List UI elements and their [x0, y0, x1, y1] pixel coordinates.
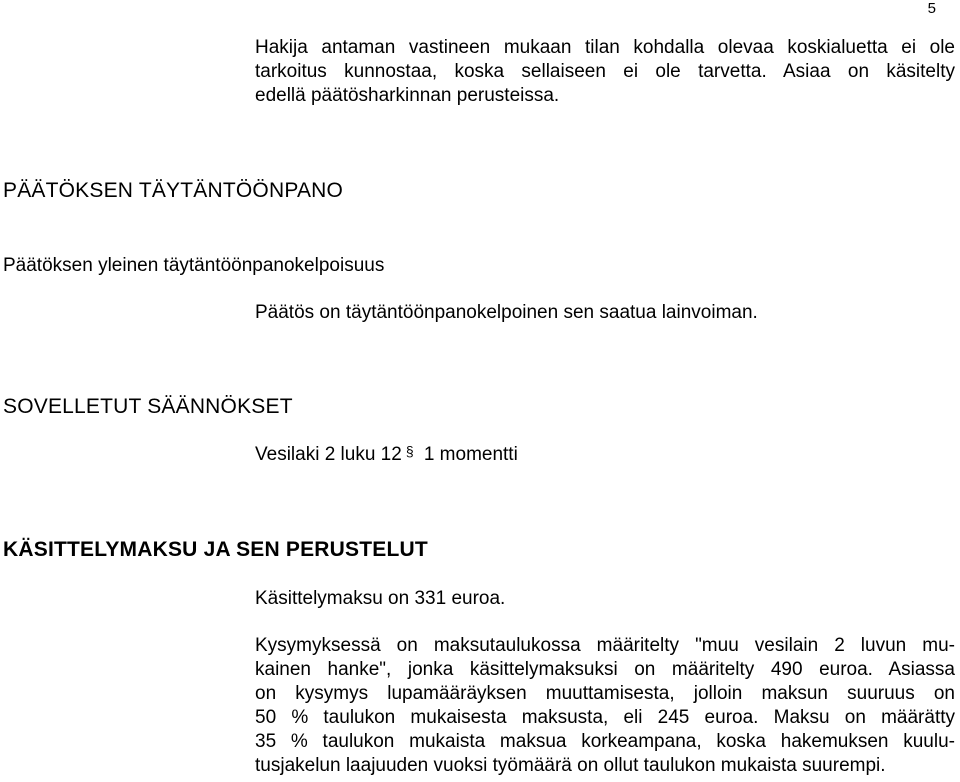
subheading-enforcement: Päätöksen yleinen täytäntöönpanokelpoisuus	[3, 255, 385, 276]
provisions-text	[255, 443, 955, 467]
heading-fee: KÄSITTELYMAKSU JA SEN PERUSTELUT	[3, 538, 428, 561]
fee-reason-line-1: Kysymyksessä on maksutaulukossa määritelty "muu vesilain 2 luvun mu-	[255, 635, 955, 656]
intro-line-3: edellä päätösharkinnan perusteissa.	[255, 85, 560, 106]
section-sign-icon: §	[405, 443, 414, 459]
intro-line-1: Hakija antaman vastineen mukaan tilan kohdalla olevaa koskialuetta ei ole	[255, 37, 955, 58]
provisions-text-after: 1 momentti	[423, 444, 518, 465]
heading-enforcement: PÄÄTÖKSEN TÄYTÄNTÖÖNPANO	[3, 179, 344, 202]
intro-paragraph	[255, 36, 955, 108]
fee-reason-line-4: 50 % taulukon mukaisesta maksusta, eli 245 euroa. Maksu on määrätty	[255, 707, 955, 728]
fee-reason-line-5: 35 % taulukon mukaista maksua korkeampana, koska hakemuksen kuulu-	[255, 731, 955, 752]
fee-reason-line-2: kainen hanke", jonka käsittelymaksuksi on määritelty 490 euroa. Asiassa	[255, 659, 955, 680]
fee-text: Käsittelymaksu on 331 euroa.	[255, 588, 506, 609]
enforcement-text: Päätös on täytäntöönpanokelpoinen sen saatua lainvoiman.	[255, 302, 758, 323]
intro-line-2: tarkoitus kunnostaa, koska sellaiseen ei ole tarvetta. Asiaa on käsitelty	[255, 61, 955, 82]
fee-reason-line-3: on kysymys lupamääräyksen muuttamisesta, jolloin maksun suuruus on	[255, 683, 955, 704]
fee-reason-line-6: tusjakelun laajuuden vuoksi työmäärä on ollut taulukon mukaista suurempi.	[255, 755, 886, 776]
page-number: 5	[927, 0, 936, 17]
provisions-text-before: Vesilaki 2 luku 12	[255, 444, 402, 465]
heading-provisions: SOVELLETUT SÄÄNNÖKSET	[3, 395, 293, 418]
fee-reason-paragraph	[255, 634, 955, 778]
